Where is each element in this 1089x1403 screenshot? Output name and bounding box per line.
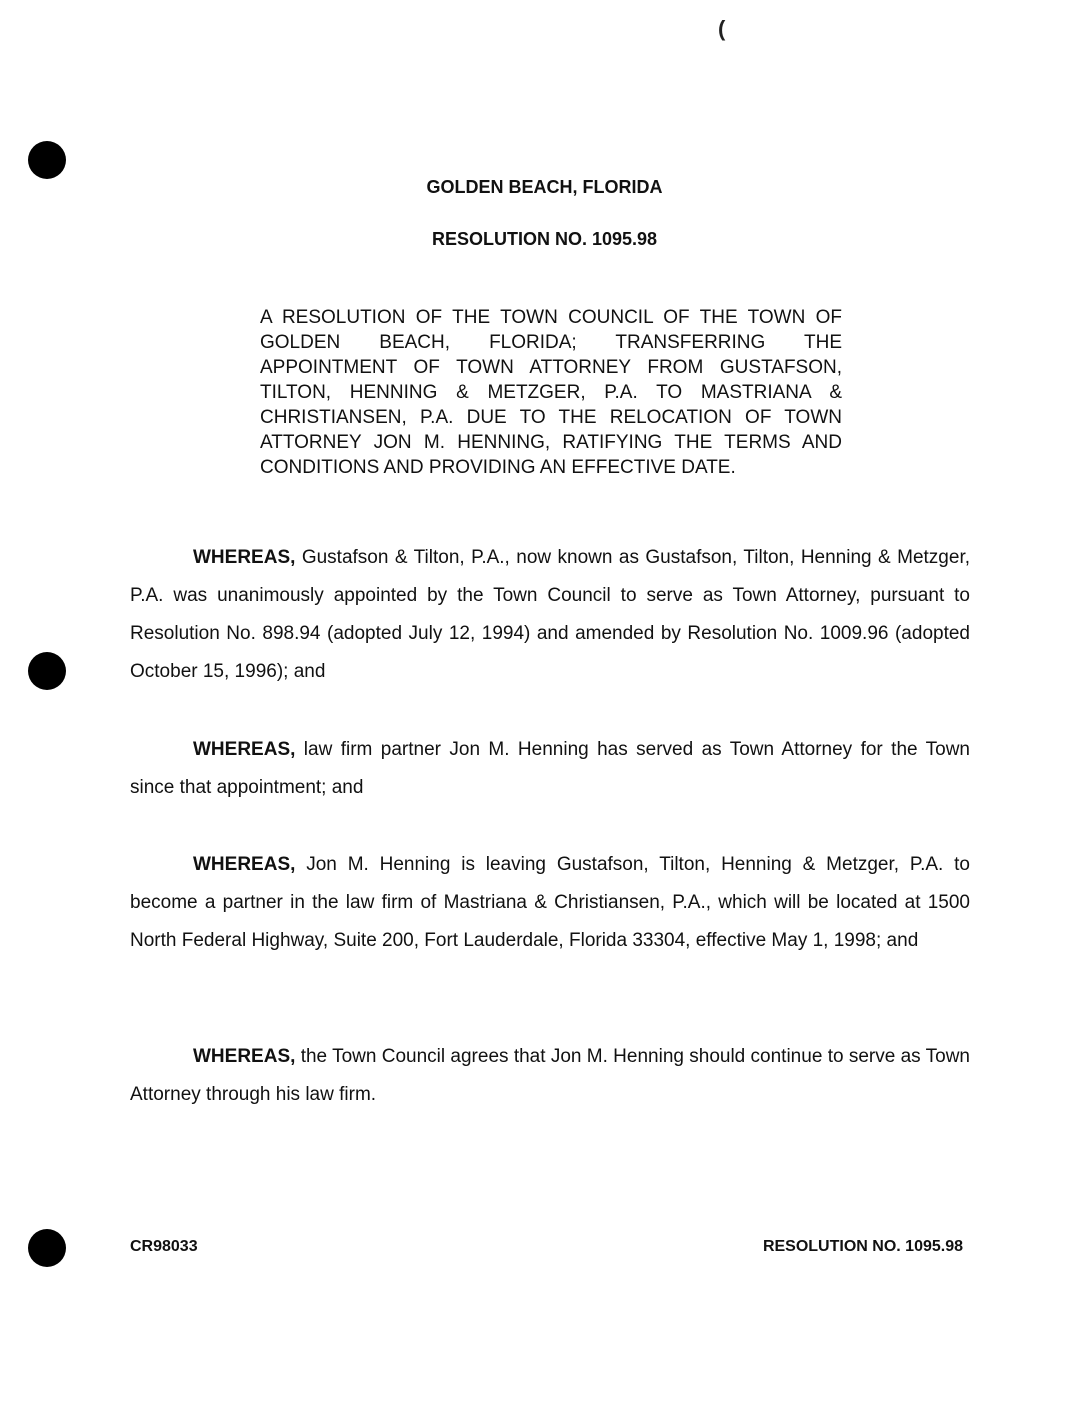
resolution-heading: RESOLUTION NO. 1095.98 — [431, 229, 658, 249]
punch-hole — [28, 141, 66, 179]
punch-hole — [28, 652, 66, 690]
town-heading: GOLDEN BEACH, FLORIDA — [426, 177, 663, 197]
whereas-paragraph — [130, 539, 970, 691]
whereas-paragraph — [130, 731, 970, 807]
footer-code: CR98033 — [130, 1238, 198, 1255]
resolution-abstract: A RESOLUTION OF THE TOWN COUNCIL OF THE TOWN OF GOLDEN BEACH, FLORIDA; TRANSFERRING THE APPOINTMENT OF TOWN ATTORNEY FROM GUSTAFSON, TILTON, HENNING & METZGER, P.A. TO MASTRIANA & CHRISTIANSEN, P.A. DUE TO THE RELOCATION OF TOWN ATTORNEY JON M. HENNING, RATIFYING THE TERMS AND CONDITIONS AND PROVIDING AN EFFECTIVE DATE. — [260, 307, 842, 478]
whereas-lead: WHEREAS, — [193, 1046, 296, 1067]
footer-resolution-no: RESOLUTION NO. 1095.98 — [762, 1238, 963, 1255]
punch-hole — [28, 1229, 66, 1267]
whereas-lead: WHEREAS, — [193, 739, 296, 760]
whereas-text: law firm partner Jon M. Henning has served as Town Attorney for the Town since that appointment; and — [130, 739, 970, 798]
whereas-paragraph — [130, 846, 970, 960]
whereas-text: Jon M. Henning is leaving Gustafson, Tilton, Henning & Metzger, P.A. to become a partner in the law firm of Mastriana & Christiansen, P.A., which will be located at 1500 North Federal Highway, Suite 200, Fort Lauderdale, Florida 33304, effective May 1, 1998; and — [130, 854, 970, 951]
whereas-text: the Town Council agrees that Jon M. Henning should continue to serve as Town Attorney through his law firm. — [130, 1046, 970, 1105]
whereas-text: Gustafson & Tilton, P.A., now known as Gustafson, Tilton, Henning & Metzger, P.A. was unanimously appointed by the Town Council to serve as Town Attorney, pursuant to Resolution No. 898.94 (adopted July 12, 1994) and amended by Resolution No. 1009.96 (adopted October 15, 1996); and — [130, 547, 970, 682]
whereas-lead: WHEREAS, — [193, 547, 296, 568]
whereas-paragraph — [130, 1038, 970, 1114]
whereas-lead: WHEREAS, — [193, 854, 296, 875]
scan-artifact: ( — [718, 16, 726, 41]
